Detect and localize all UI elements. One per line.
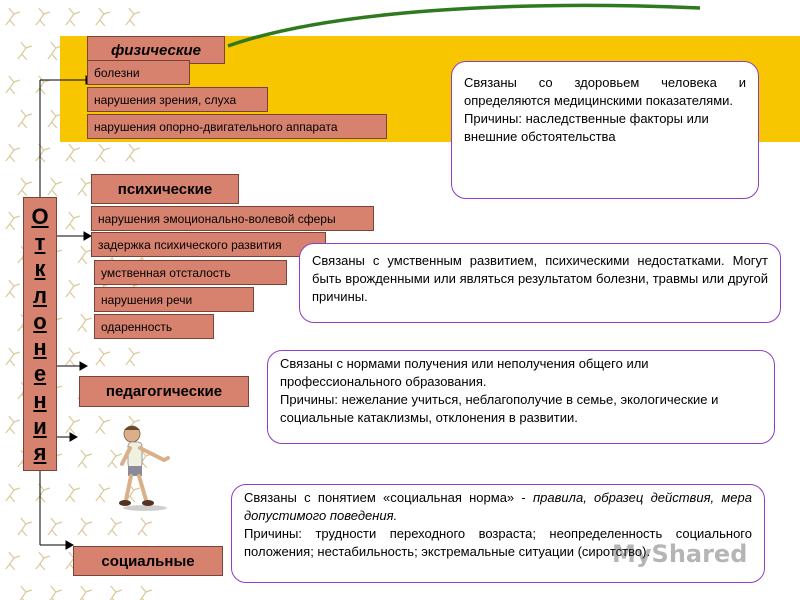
vertical-label-letter: О: [31, 204, 49, 229]
physical-item-1: нарушения зрения, слуха: [87, 87, 268, 112]
note-pedagogical-text: Связаны с нормами получения или неполучения общего или профессионального образования.: [280, 356, 649, 389]
note-pedagogical: [267, 350, 775, 444]
note-mental-text: Связаны с умственным развитием, психическими недостатками. Могут быть врожденными или являться результатом болезни, травмы или другой причины.: [312, 253, 768, 304]
vertical-label-letter: е: [33, 361, 47, 387]
category-pedagogical: педагогические: [79, 376, 249, 407]
mental-item-2: умственная отсталость: [94, 260, 287, 285]
note-social-definition: [244, 489, 752, 525]
vertical-label-letter: н: [33, 335, 47, 361]
vertical-label-letter: л: [33, 282, 47, 308]
vertical-label-letter: н: [33, 387, 47, 413]
note-physical-causes: Причины: наследственные факторы или внешние обстоятельства: [464, 110, 709, 144]
vertical-label-letter: т: [34, 230, 46, 256]
mental-item-1: задержка психического развития: [91, 232, 326, 257]
note-social: [231, 484, 765, 583]
note-social-norm-definition: правила, образец действия, мера допустимого поведения.: [244, 490, 752, 523]
deviations-vertical-label: [23, 197, 57, 471]
note-pedagogical-causes: Причины: нежелание учиться, неблагополучие в семье, экологические и социальные катаклизмы, отклонения в развитии.: [280, 391, 719, 425]
note-social-intro: Связаны с понятием «социальная норма» -: [244, 490, 533, 505]
mental-item-4: одаренность: [94, 314, 214, 339]
mental-item-0: нарушения эмоционально-волевой сферы: [91, 206, 374, 231]
physical-item-2: нарушения опорно-двигательного аппарата: [87, 114, 387, 139]
category-physical: физические: [87, 36, 225, 64]
category-social: социальные: [73, 546, 223, 576]
vertical-label-letter: к: [34, 256, 46, 282]
note-physical-text: Связаны со здоровьем человека и определяются медицинскими показателями.: [464, 75, 746, 108]
note-social-causes: Причины: трудности переходного возраста; неопределенность социального положения; нестабильность; экстремальные ситуации (сиротство).: [244, 525, 752, 559]
physical-item-0: болезни: [87, 60, 190, 85]
mental-item-3: нарушения речи: [94, 287, 254, 312]
vertical-label-letter: и: [33, 413, 47, 439]
vertical-label-letter: о: [33, 308, 47, 334]
watermark: MyShared: [612, 540, 748, 568]
category-mental: психические: [91, 174, 239, 204]
vertical-label-letter: я: [33, 439, 47, 465]
walking-man-illustration: [112, 420, 178, 512]
note-mental: [299, 243, 781, 323]
note-physical: [451, 61, 759, 199]
